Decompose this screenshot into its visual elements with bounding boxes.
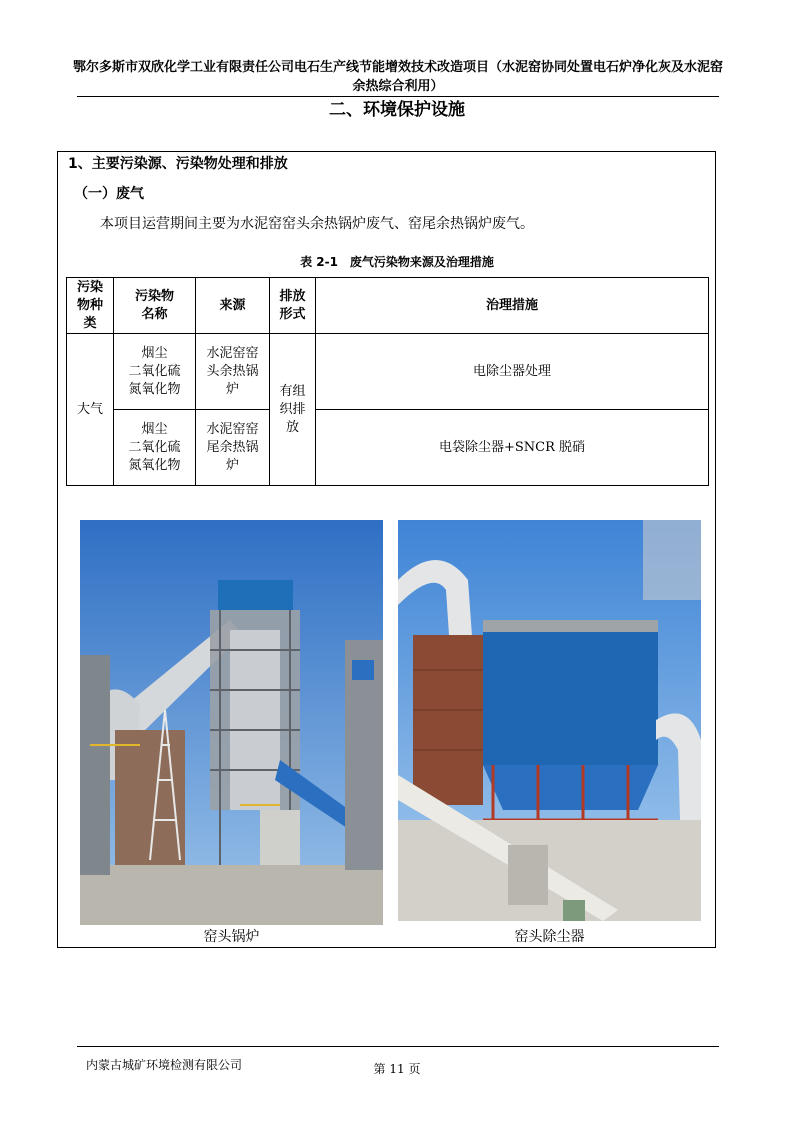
header-source: 来源 — [196, 278, 270, 334]
header-pollutant-type: 污染 物种 类 — [67, 278, 114, 334]
photo-caption-kiln-head-dust-collector: 窑头除尘器 — [514, 929, 585, 945]
photo-caption-kiln-head-boiler: 窑头锅炉 — [203, 929, 260, 945]
cell-source: 水泥窑窑 头余热锅 炉 — [196, 334, 270, 410]
table-caption: 表 2-1 废气污染物来源及治理措施 — [300, 255, 494, 269]
cell-category: 大气 — [67, 334, 114, 486]
table-row — [67, 334, 709, 410]
cell-source: 水泥窑窑 尾余热锅 炉 — [196, 410, 270, 486]
footer-divider — [77, 1046, 719, 1047]
header-emission-form: 排放 形式 — [270, 278, 316, 334]
table-row — [67, 410, 709, 486]
waste-gas-table — [66, 277, 709, 486]
page-number: 第 11 页 — [373, 1062, 421, 1076]
intro-paragraph: 本项目运营期间主要为水泥窑窑头余热锅炉废气、窑尾余热锅炉废气。 — [100, 216, 534, 232]
cell-pollutants: 烟尘 二氧化硫 氮氧化物 — [114, 334, 196, 410]
heading-waste-gas: （一）废气 — [74, 186, 144, 202]
section-title: 二、环境保护设施 — [329, 100, 465, 120]
header-pollutant-name: 污染物 名称 — [114, 278, 196, 334]
photo-kiln-head-boiler — [80, 520, 383, 925]
document-header-title: 鄂尔多斯市双欣化学工业有限责任公司电石生产线节能增效技术改造项目（水泥窑协同处置电石炉净化灰及水泥窑余热综合利用） — [72, 60, 723, 94]
cell-treatment: 电袋除尘器+SNCR 脱硝 — [316, 410, 709, 486]
header-divider — [77, 96, 719, 97]
cell-pollutants: 烟尘 二氧化硫 氮氧化物 — [114, 410, 196, 486]
heading-pollution-sources: 1、主要污染源、污染物处理和排放 — [68, 156, 288, 172]
table-header-row — [67, 278, 709, 334]
cell-emission-form: 有组 织排 放 — [270, 334, 316, 486]
cell-treatment: 电除尘器处理 — [316, 334, 709, 410]
photo-kiln-head-dust-collector — [398, 520, 701, 921]
footer-company: 内蒙古城矿环境检测有限公司 — [86, 1058, 243, 1072]
header-treatment: 治理措施 — [316, 278, 709, 334]
